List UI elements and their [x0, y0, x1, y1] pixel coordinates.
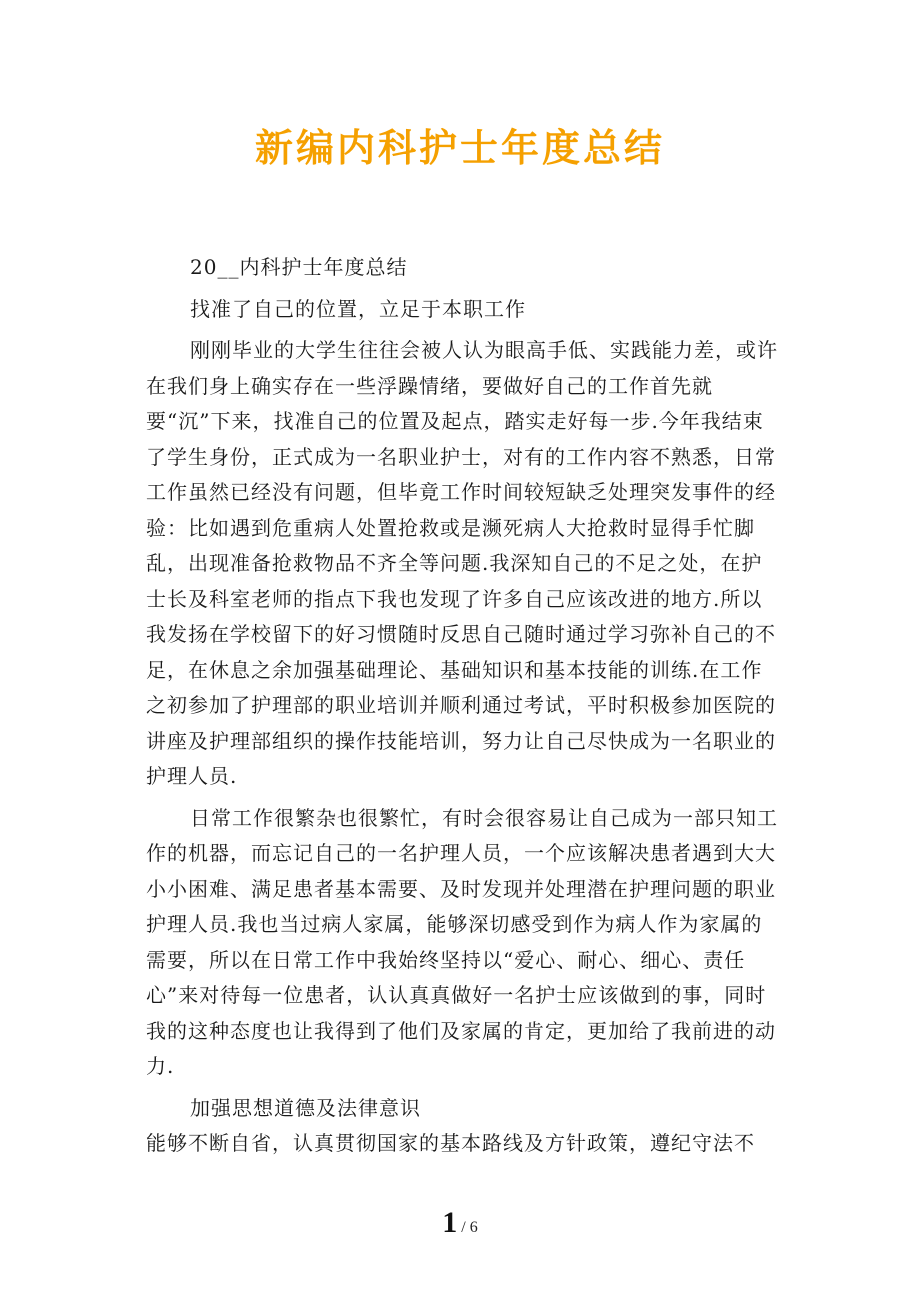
- document-body: [146, 250, 778, 1162]
- current-page: 1: [442, 1206, 458, 1239]
- paragraph: 日常工作很繁杂也很繁忙，有时会很容易让自己成为一部只知工作的机器，而忘记自己的一名护理人员，一个应该解决患者遇到大大小小困难、满足患者基本需要、及时发现并处理潜在护理问题的职业护理人员.我也当过病人家属，能够深切感受到作为病人作为家属的需要，所以在日常工作中我始终坚持以“爱心、耐心、细心、责任心”来对待每一位患者，认认真真做好一名护士应该做到的事，同时我的这种态度也让我得到了他们及家属的肯定，更加给了我前进的动力.: [146, 805, 778, 1078]
- section-heading-position: 找准了自己的位置，立足于本职工作: [190, 296, 526, 321]
- document-title: 新编内科护士年度总结: [254, 126, 665, 170]
- total-pages: / 6: [461, 1219, 478, 1236]
- paragraph-heading: 20__内科护士年度总结: [190, 255, 408, 279]
- paragraph: 刚刚毕业的大学生往往会被人认为眼高手低、实践能力差，或许在我们身上确实存在一些浮躁情绪，要做好自己的工作首先就要“沉”下来，找准自己的位置及起点，踏实走好每一步.今年我结束了学生身份，正式成为一名职业护士，对有的工作内容不熟悉，日常工作虽然已经没有问题，但毕竟工作时间较短缺乏处理突发事件的经验：比如遇到危重病人处置抢救或是濒死病人大抢救时显得手忙脚乱，出现准备抢救物品不齐全等问题.我深知自己的不足之处，在护士长及科室老师的指点下我也发现了许多自己应该改进的地方.所以我发扬在学校留下的好习惯随时反思自己随时通过学习弥补自己的不足，在休息之余加强基础理论、基础知识和基本技能的训练.在工作之初参加了护理部的职业培训并顺利通过考试，平时积极参加医院的讲座及护理部组织的操作技能培训，努力让自己尽快成为一名职业的护理人员.: [146, 338, 778, 788]
- section-heading-ethics: 加强思想道德及法律意识: [190, 1095, 421, 1120]
- paragraph: 能够不断自省，认真贯彻国家的基本路线及方针政策，遵纪守法不: [146, 1131, 755, 1155]
- page-indicator: [0, 1206, 920, 1240]
